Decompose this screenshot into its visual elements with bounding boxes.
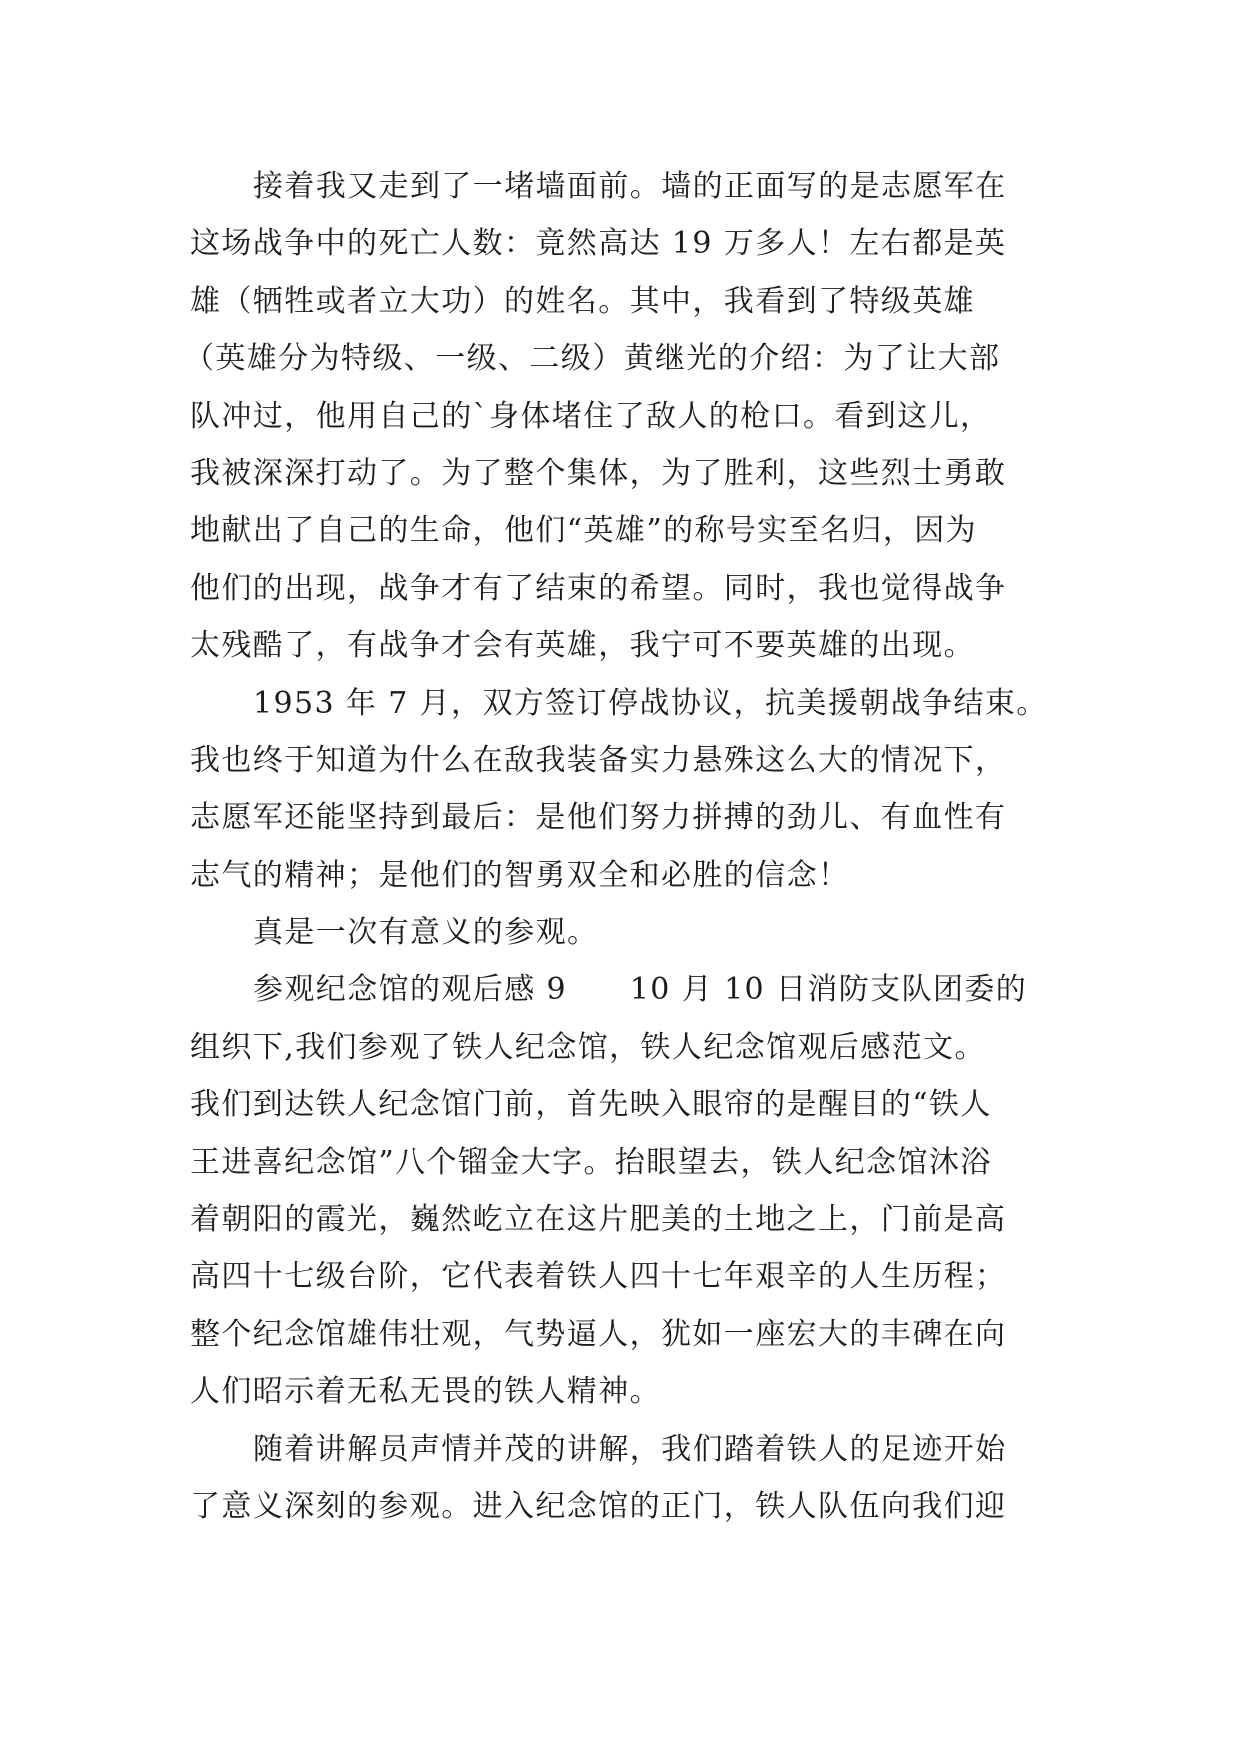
text-line: 我们到达铁人纪念馆门前，首先映入眼帘的是醒目的“铁人 <box>190 1087 992 1123</box>
text-line: （英雄分为特级、一级、二级）黄继光的介绍：为了让大部 <box>184 341 1001 377</box>
text-line: 整个纪念馆雄伟壮观，气势逼人，犹如一座宏大的丰碑在向 <box>190 1316 1007 1352</box>
text-line: 太残酷了，有战争才会有英雄，我宁可不要英雄的出现。 <box>190 628 975 664</box>
text-line: 这场战争中的死亡人数：竟然高达 19 万多人！左右都是英 <box>190 226 1007 262</box>
text-line: 高四十七级台阶，它代表着铁人四十七年艰辛的人生历程； <box>190 1259 1007 1295</box>
text-line: 我也终于知道为什么在敌我装备实力悬殊这么大的情况下， <box>190 742 1007 778</box>
text-line: 志愿军还能坚持到最后：是他们努力拼搏的劲儿、有血性有 <box>190 800 1007 836</box>
text-line: 着朝阳的霞光，巍然屹立在这片肥美的土地之上，门前是高 <box>190 1202 1007 1238</box>
body-text <box>184 158 1070 1535</box>
text-line: 了意义深刻的参观。进入纪念馆的正门，铁人队伍向我们迎 <box>190 1488 1007 1524</box>
text-line: 队冲过，他用自己的`身体堵住了敌人的枪口。看到这儿， <box>190 398 992 434</box>
text-line: 我被深深打动了。为了整个集体，为了胜利，这些烈士勇敢 <box>190 455 1007 491</box>
text-line: 人们昭示着无私无畏的铁人精神。 <box>190 1374 661 1410</box>
text-line: 参观纪念馆的观后感 9 10 月 10 日消防支队团委的 <box>253 972 1028 1008</box>
text-line: 接着我又走到了一堵墙面前。墙的正面写的是志愿军在 <box>253 169 1007 204</box>
text-line: 他们的出现，战争才有了结束的希望。同时，我也觉得战争 <box>190 570 1007 606</box>
text-line: 地献出了自己的生命，他们“英雄”的称号实至名归，因为 <box>190 513 978 549</box>
text-line: 真是一次有意义的参观。 <box>253 915 599 951</box>
text-line: 王进喜纪念馆”八个镏金大字。抬眼望去，铁人纪念馆沐浴 <box>190 1144 992 1180</box>
text-line: 雄（牺牲或者立大功）的姓名。其中，我看到了特级英雄 <box>190 283 975 319</box>
text-line: 随着讲解员声情并茂的讲解，我们踏着铁人的足迹开始 <box>253 1431 1007 1467</box>
text-line: 组织下,我们参观了铁人纪念馆，铁人纪念馆观后感范文。 <box>190 1029 986 1065</box>
text-line: 志气的精神；是他们的智勇双全和必胜的信念！ <box>190 857 850 893</box>
text-line: 1953 年 7 月，双方签订停战协议，抗美援朝战争结束。 <box>253 685 1048 721</box>
